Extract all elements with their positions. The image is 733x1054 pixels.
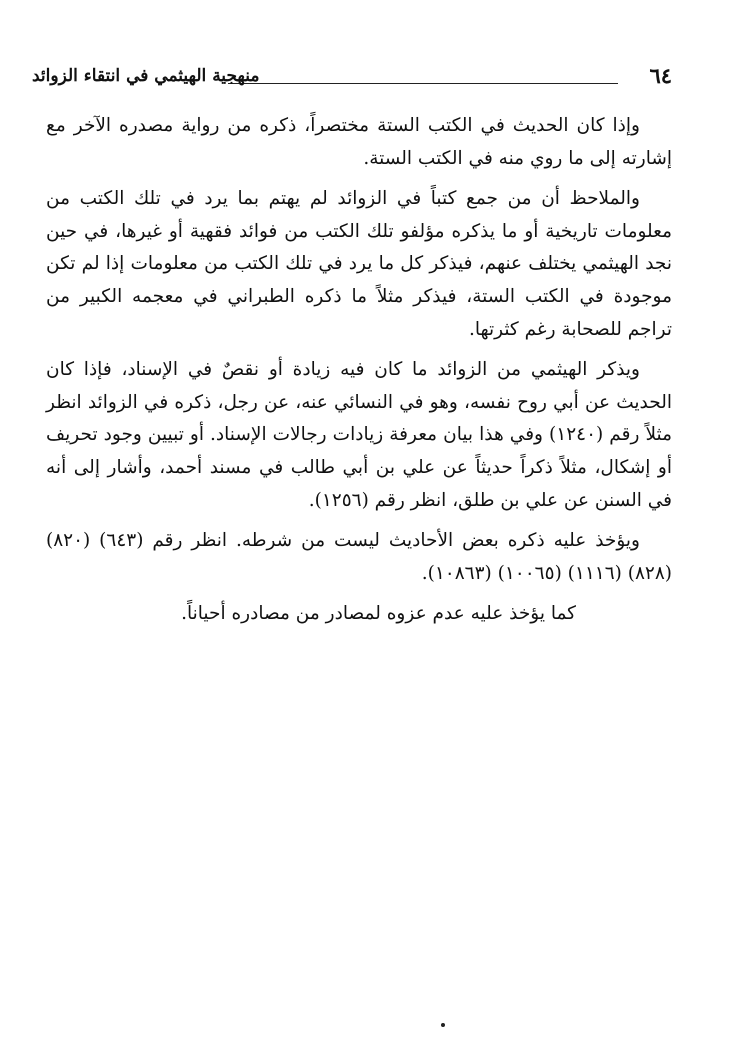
page-header bbox=[32, 62, 672, 92]
paragraph-criticism-conditions: ويؤخذ عليه ذكره بعض الأحاديث ليست من شرطه. انظر رقم (٦٤٣) (٨٢٠) (٨٢٨) (١١١٦) (١٠٠٦٥) (١٠٨٦٣). bbox=[46, 530, 672, 584]
paragraph-criticism-sources: كما يؤخذ عليه عدم عزوه لمصادر من مصادره أحياناً. bbox=[181, 603, 576, 625]
paragraph-historical-info: والملاحظ أن من جمع كتباً في الزوائد لم يهتم بما يرد في تلك الكتب من معلومات تاريخية أو ما يذكره مؤلفو تلك الكتب من فوائد فقهية أو غيرها، في حين نجد الهيثمي يختلف عنهم، فيذكر كل ما يرد في تلك الكتب من معلومات إذا لم تكن موجودة في الكتب الستة، فيذكر مثلاً ما ذكره الطبراني في معجمه الكبير من تراجم للصحابة رغم كثرتها. bbox=[46, 188, 672, 340]
footer-dot bbox=[441, 1023, 445, 1027]
paragraph-abridged-hadith: وإذا كان الحديث في الكتب الستة مختصراً، ذكره من رواية مصدره الآخر مع إشارته إلى ما روي منه في الكتب الستة. bbox=[46, 115, 672, 169]
running-title: منهجية الهيثمي في انتقاء الزوائد bbox=[32, 66, 260, 86]
paragraph-isnad-differences: ويذكر الهيثمي من الزوائد ما كان فيه زيادة أو نقصٌ في الإسناد، فإذا كان الحديث عن أبي روح نفسه، وهو في النسائي عنه، عن رجل، ذكره في الزوائد انظر مثلاً رقم (١٢٤٠) وفي هذا بيان معرفة زيادات رجالات الإسناد. أو تبيين وجود تحريف أو إشكال، مثلاً ذكراً حديثاً عن علي بن أبي طالب في مسند أحمد، وأشار إلى أنه في السنن عن علي بن طلق، انظر رقم (١٢٥٦). bbox=[46, 359, 672, 511]
body-text bbox=[46, 110, 672, 639]
page-number: ٦٤ bbox=[649, 63, 672, 88]
header-rule bbox=[228, 83, 618, 84]
